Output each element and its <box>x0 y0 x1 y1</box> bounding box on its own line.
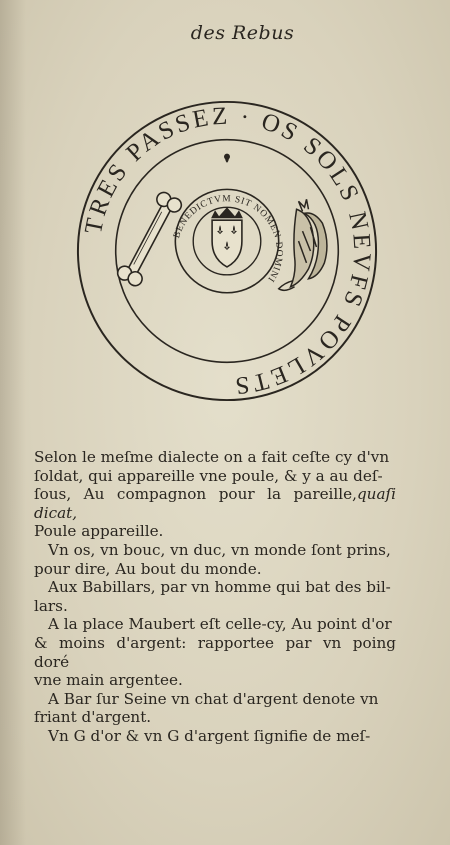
paragraph-bout-du-monde <box>34 541 396 578</box>
seal-inner-inscription-path: BENEDICTVM SIT NOMEN DOMINI <box>172 194 284 284</box>
paragraph-bar-sur-seine <box>34 690 396 727</box>
paragraph-babillars <box>34 578 396 615</box>
text-line: A la place Maubert eſt celle-cy, Au point d'or <box>48 615 392 634</box>
royal-shield-icon <box>172 189 284 292</box>
text-line: vne main argentee. <box>34 671 183 690</box>
paragraph-g-dor <box>34 727 396 746</box>
fleuron-ornament <box>224 154 230 163</box>
paragraph-soldat <box>34 448 396 541</box>
text-line: friant d'argent. <box>34 708 152 727</box>
text-line: Vn os, vn bouc, vn duc, vn monde ſont prins, <box>48 540 391 559</box>
text-line: & moins d'argent: rapportee par vn poing doré <box>34 633 396 671</box>
text-line: Aux Babillars, par vn homme qui bat des bil- <box>48 578 391 597</box>
text-line: Vn G d'or & vn G d'argent ſignifie de meſ- <box>48 726 371 745</box>
text-line: pour dire, Au bout du monde. <box>34 559 262 578</box>
text-line: lars. <box>34 596 68 615</box>
seal-outer-inscription-path: TRES PASSEZ · OS SOLS NEVFS POVLETS <box>79 102 376 400</box>
rebus-seal-illustration <box>68 92 386 410</box>
italic-phrase: quaſi dicat, <box>34 485 396 522</box>
running-head <box>0 22 450 44</box>
text-line: A Bar ſur Seine vn chat d'argent denote vn <box>48 689 379 708</box>
dead-chickens-icon <box>279 199 327 290</box>
text-line: Selon le meſme dialecte on a fait ceſte cy d'vn <box>34 448 390 466</box>
paragraph-maubert <box>34 615 396 689</box>
body-text <box>34 448 396 746</box>
seal-svg <box>68 92 386 410</box>
running-head-text: des Rebus <box>190 22 295 44</box>
text-line: Poule appareille. <box>34 522 164 541</box>
text-line: ſoldat, qui appareille vne poule, & y a au deſ- <box>34 466 383 485</box>
text-line: ſous, Au compagnon pour la pareille, <box>34 485 357 504</box>
